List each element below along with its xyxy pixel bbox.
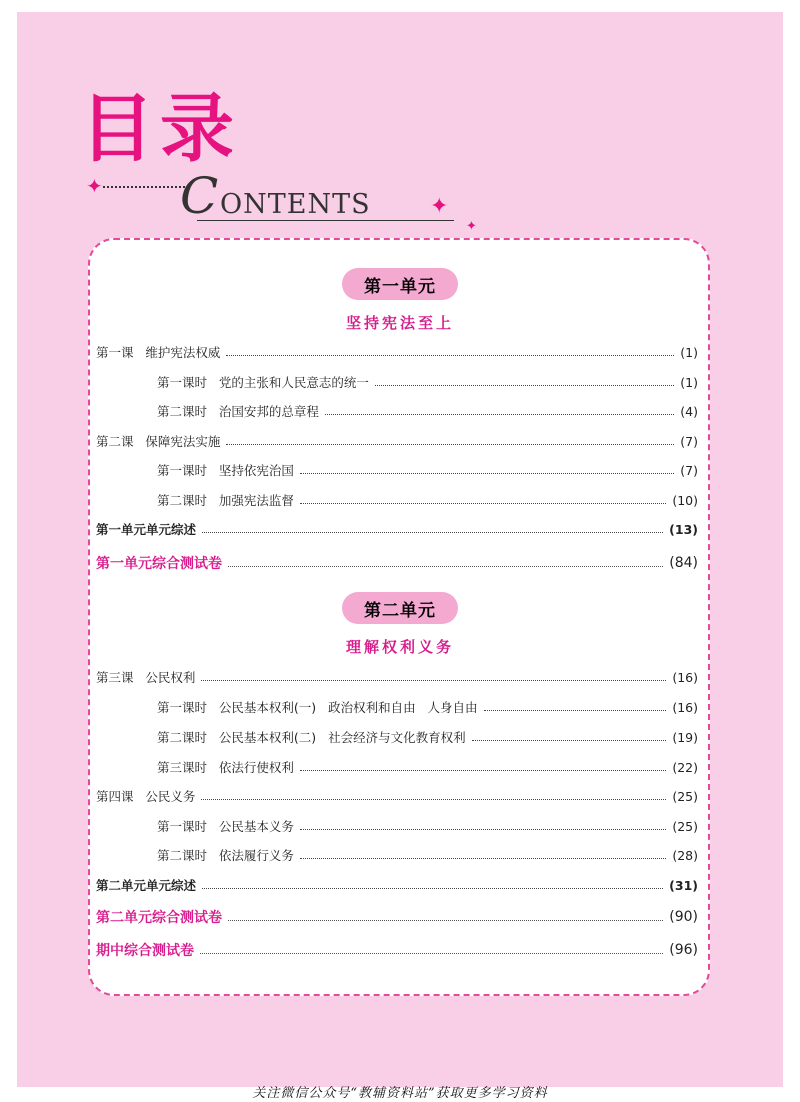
sparkle-icon: ✦ bbox=[466, 219, 477, 234]
toc-page: (16) bbox=[672, 669, 698, 685]
toc-row[interactable] bbox=[157, 401, 698, 421]
toc-label: 第一单元单元综述 bbox=[96, 522, 197, 537]
footer-note: 关注微信公众号“教辅资料站”获取更多学习资料 bbox=[252, 1086, 548, 1101]
toc-page: (1) bbox=[680, 344, 698, 360]
toc-page: (96) bbox=[669, 942, 698, 958]
toc-page: (28) bbox=[672, 847, 698, 863]
toc-page: (25) bbox=[672, 788, 698, 804]
leader-dots bbox=[228, 920, 663, 921]
toc-row[interactable] bbox=[157, 816, 698, 836]
toc-row[interactable] bbox=[96, 342, 698, 362]
toc-label: 第三课时 依法行使权利 bbox=[157, 760, 294, 775]
toc-row[interactable] bbox=[157, 697, 698, 717]
toc-row[interactable] bbox=[96, 667, 698, 687]
unit-subtitle: 坚持宪法至上 bbox=[345, 314, 454, 332]
toc-page: (22) bbox=[672, 759, 698, 775]
sparkle-icon: ✦ bbox=[86, 174, 103, 198]
toc-row[interactable] bbox=[96, 875, 698, 895]
toc-page: (31) bbox=[669, 877, 698, 893]
toc-page: (7) bbox=[680, 433, 698, 449]
toc-label: 第一单元综合测试卷 bbox=[96, 556, 222, 572]
toc-row[interactable] bbox=[157, 460, 698, 480]
leader-dots bbox=[300, 770, 666, 771]
leader-dots bbox=[375, 385, 674, 386]
leader-dots bbox=[200, 953, 663, 954]
toc-label: 第二单元单元综述 bbox=[96, 878, 197, 893]
decorative-dotted-line bbox=[103, 186, 185, 188]
leader-dots bbox=[300, 473, 674, 474]
leader-dots bbox=[300, 829, 666, 830]
leader-dots bbox=[226, 444, 674, 445]
toc-row[interactable] bbox=[157, 490, 698, 510]
toc-row[interactable] bbox=[96, 940, 698, 960]
contents-underline bbox=[197, 220, 454, 221]
toc-page: (25) bbox=[672, 818, 698, 834]
toc-row[interactable] bbox=[96, 519, 698, 539]
toc-row[interactable] bbox=[96, 907, 698, 927]
toc-page: (19) bbox=[672, 729, 698, 745]
toc-page: (84) bbox=[669, 555, 698, 571]
toc-page: (90) bbox=[669, 909, 698, 925]
leader-dots bbox=[228, 566, 663, 567]
toc-row[interactable] bbox=[96, 431, 698, 451]
leader-dots bbox=[226, 355, 674, 356]
toc-label: 第一课时 党的主张和人民意志的统一 bbox=[157, 375, 369, 390]
contents-heading: ONTENTS bbox=[220, 189, 371, 220]
leader-dots bbox=[201, 680, 666, 681]
unit-subtitle: 理解权利义务 bbox=[345, 638, 454, 656]
toc-page: (16) bbox=[672, 699, 698, 715]
toc-row[interactable] bbox=[157, 727, 698, 747]
toc-page: (13) bbox=[669, 521, 698, 537]
toc-row[interactable] bbox=[96, 786, 698, 806]
leader-dots bbox=[300, 858, 666, 859]
leader-dots bbox=[202, 888, 663, 889]
toc-page: (7) bbox=[680, 462, 698, 478]
toc-label: 第一课时 坚持依宪治国 bbox=[157, 463, 294, 478]
leader-dots bbox=[472, 740, 667, 741]
unit-title: 第二单元 bbox=[342, 592, 458, 624]
leader-dots bbox=[484, 710, 667, 711]
toc-label: 第二课 保障宪法实施 bbox=[96, 434, 221, 449]
toc-row[interactable] bbox=[96, 553, 698, 573]
contents-initial: C bbox=[180, 167, 219, 225]
toc-label: 第四课 公民义务 bbox=[96, 789, 196, 804]
toc-label: 第二课时 公民基本权利(二) 社会经济与文化教育权利 bbox=[157, 730, 466, 745]
toc-row[interactable] bbox=[157, 845, 698, 865]
toc-row[interactable] bbox=[157, 372, 698, 392]
leader-dots bbox=[300, 503, 666, 504]
toc-label: 期中综合测试卷 bbox=[96, 943, 194, 959]
toc-label: 第一课时 公民基本权利(一) 政治权利和自由 人身自由 bbox=[157, 700, 478, 715]
leader-dots bbox=[201, 799, 666, 800]
toc-page: (4) bbox=[680, 403, 698, 419]
toc-label: 第二课时 依法履行义务 bbox=[157, 848, 294, 863]
leader-dots bbox=[202, 532, 663, 533]
toc-label: 第二课时 加强宪法监督 bbox=[157, 493, 294, 508]
toc-row[interactable] bbox=[157, 757, 698, 777]
toc-label: 第三课 公民权利 bbox=[96, 670, 196, 685]
toc-label: 第一课时 公民基本义务 bbox=[157, 819, 294, 834]
unit-title: 第一单元 bbox=[342, 268, 458, 300]
toc-label: 第二单元综合测试卷 bbox=[96, 910, 222, 926]
toc-label: 第一课 维护宪法权威 bbox=[96, 345, 221, 360]
page-title: 目录 bbox=[80, 86, 240, 172]
toc-label: 第二课时 治国安邦的总章程 bbox=[157, 404, 319, 419]
sparkle-icon: ✦ bbox=[430, 194, 449, 219]
toc-page: (1) bbox=[680, 374, 698, 390]
toc-page: (10) bbox=[672, 492, 698, 508]
leader-dots bbox=[325, 414, 674, 415]
